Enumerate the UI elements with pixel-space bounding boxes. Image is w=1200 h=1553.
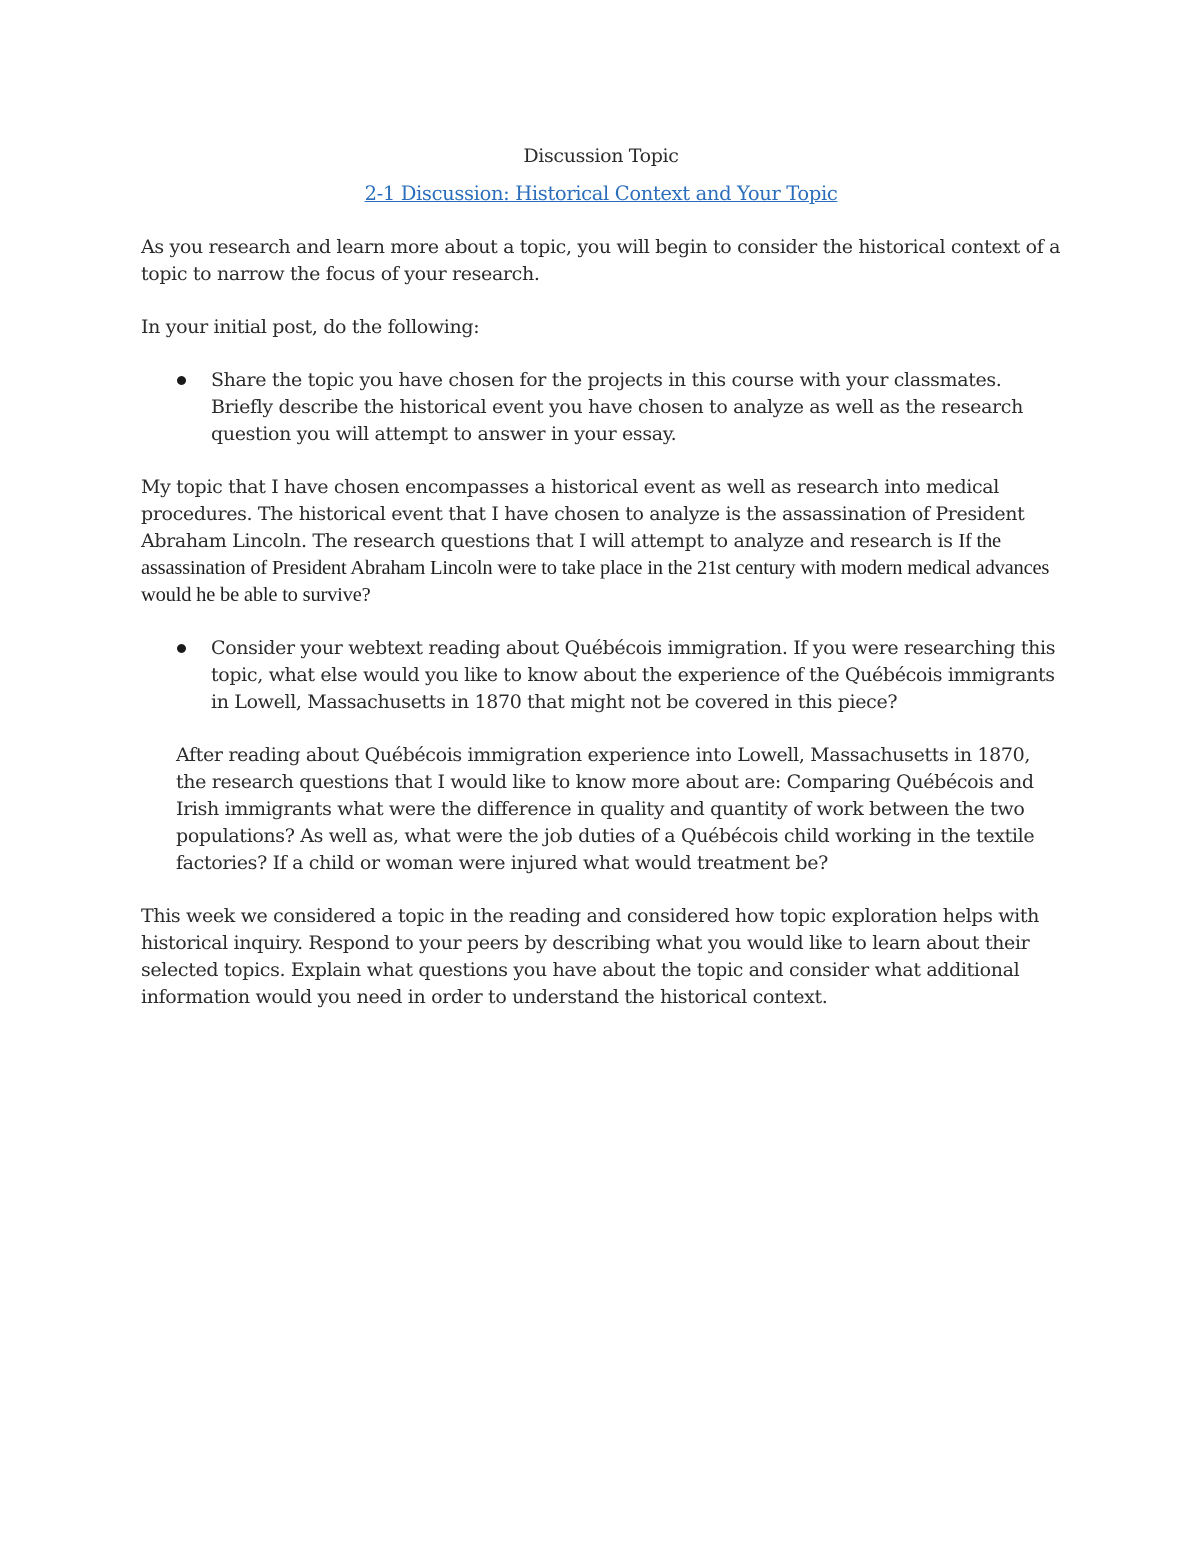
instruction-list-1	[141, 367, 1061, 448]
closing-paragraph: This week we considered a topic in the reading and considered how topic exploration helps with historical inquiry. Respond to your peers by describing what you would like to learn about their selected topics. Explain what questions you have about the topic and consider what additional information would you need in order to understand the historical context.	[141, 905, 1040, 1008]
list-item	[141, 635, 1061, 716]
discussion-title-container	[141, 180, 1061, 208]
intro-paragraph: As you research and learn more about a topic, you will begin to consider the historical context of a topic to narrow the focus of your research.	[141, 236, 1061, 285]
response-research-question: If the assassination of President Abraham Lincoln were to take place in the 21st century with modern medical advances would he be able to survive?	[141, 530, 1050, 606]
list-item	[141, 367, 1061, 448]
document-heading: Discussion Topic	[523, 145, 679, 167]
response-paragraph-quebecois: After reading about Québécois immigration experience into Lowell, Massachusetts in 1870, the research questions that I would like to know more about are: Comparing Québécois and Irish immigrants what were the difference in quality and quantity of work between the two populations? As well as, what were the job duties of a Québécois child working in the textile factories? If a child or woman were injured what would treatment be?	[176, 744, 1035, 874]
bullet-text-webtext-reading: Consider your webtext reading about Québécois immigration. If you were researching this topic, what else would you like to know about the experience of the Québécois immigrants in Lowell, Massachusetts in 1870 that might not be covered in this piece?	[211, 637, 1056, 713]
response-paragraph-topic	[141, 474, 1061, 609]
bullet-icon	[177, 376, 186, 385]
document-body	[141, 143, 1061, 1037]
instructions-lead: In your initial post, do the following:	[141, 316, 480, 338]
instruction-list-2	[141, 635, 1061, 716]
response-topic-text: My topic that I have chosen encompasses a historical event as well as research into medical procedures. The historical event that I have chosen to analyze is the assassination of President Abraham Lincoln. The research questions that I will attempt to analyze and research is	[141, 476, 1025, 552]
discussion-title-link[interactable]: 2-1 Discussion: Historical Context and Your Topic	[364, 182, 838, 205]
bullet-text-share-topic: Share the topic you have chosen for the projects in this course with your classmates. Briefly describe the historical event you have chosen to analyze as well as the research question you will attempt to answer in your essay.	[211, 369, 1023, 445]
bullet-icon	[177, 644, 186, 653]
